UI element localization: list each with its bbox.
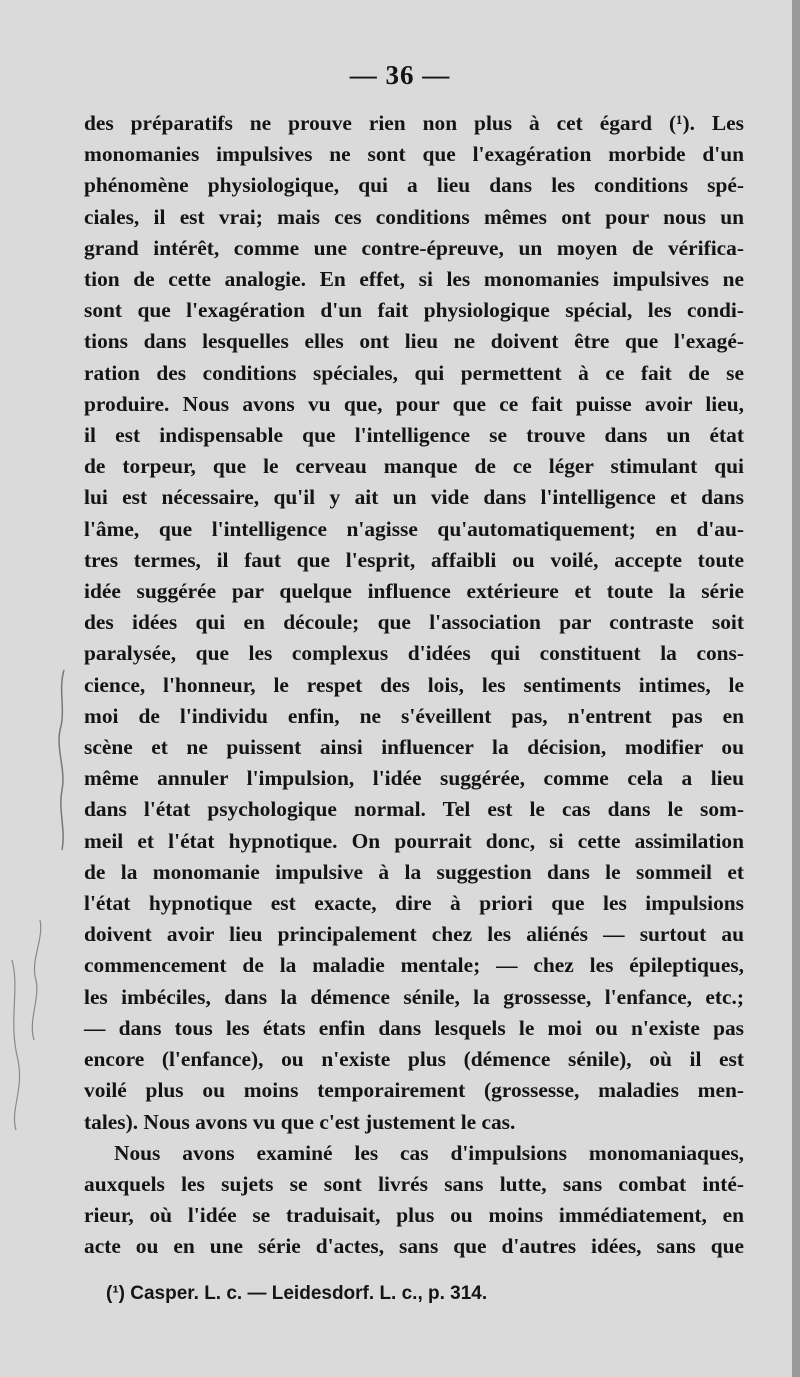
text-line: — dans tous les états enfin dans lesquels le moi ou n'existe pas	[84, 1015, 744, 1040]
text-line: acte ou en une série d'actes, sans que d'autres idées, sans que	[84, 1234, 744, 1259]
text-line: lui est nécessaire, qu'il y ait un vide dans l'intelligence et dans	[84, 485, 744, 510]
text-line: tres termes, il faut que l'esprit, affaibli ou voilé, accepte toute	[84, 547, 744, 572]
text-line: de torpeur, que le cerveau manque de ce léger stimulant qui	[84, 454, 744, 479]
text-line: sont que l'exagération d'un fait physiologique spécial, les condi-	[84, 298, 744, 323]
text-line: moi de l'individu enfin, ne s'éveillent pas, n'entrent pas en	[84, 703, 744, 728]
text-line: l'âme, que l'intelligence n'agisse qu'automatiquement; en d'au-	[84, 516, 744, 541]
text-line: rieur, où l'idée se traduisait, plus ou moins immédiatement, en	[84, 1203, 744, 1228]
margin-pencil-marks	[0, 660, 80, 1140]
text-line: grand intérêt, comme une contre-épreuve, un moyen de vérifica-	[84, 235, 744, 260]
text-line: tion de cette analogie. En effet, si les monomanies impulsives ne	[84, 267, 744, 292]
text-line: monomanies impulsives ne sont que l'exagération morbide d'un	[84, 142, 744, 167]
text-line: ration des conditions spéciales, qui permettent à ce fait de se	[84, 360, 744, 385]
text-line: des idées qui en découle; que l'association par contraste soit	[84, 610, 744, 635]
text-line: scène et ne puissent ainsi influencer la décision, modifier ou	[84, 735, 744, 760]
text-line: dans l'état psychologique normal. Tel est le cas dans le som-	[84, 797, 744, 822]
text-line: meil et l'état hypnotique. On pourrait donc, si cette assimilation	[84, 828, 744, 853]
text-line: tales). Nous avons vu que c'est justement le cas.	[84, 1109, 516, 1134]
text-line: encore (l'enfance), ou n'existe plus (démence sénile), où il est	[84, 1047, 744, 1072]
text-line: commencement de la maladie mentale; — chez les épileptiques,	[84, 953, 744, 978]
text-line: les imbéciles, dans la démence sénile, la grossesse, l'enfance, etc.;	[84, 984, 744, 1009]
text-line: auxquels les sujets se sont livrés sans lutte, sans combat inté-	[84, 1171, 744, 1196]
text-line: ciales, il est vrai; mais ces conditions mêmes ont pour nous un	[84, 204, 744, 229]
text-line: cience, l'honneur, le respet des lois, les sentiments intimes, le	[84, 672, 744, 697]
text-line: phénomène physiologique, qui a lieu dans les conditions spé-	[84, 173, 744, 198]
text-line: même annuler l'impulsion, l'idée suggérée, comme cela a lieu	[84, 766, 744, 791]
text-line: voilé plus ou moins temporairement (grossesse, maladies men-	[84, 1078, 744, 1103]
text-line: il est indispensable que l'intelligence se trouve dans un état	[84, 423, 744, 448]
text-line: des préparatifs ne prouve rien non plus à cet égard (¹). Les	[84, 111, 744, 135]
body-text	[84, 108, 744, 1263]
text-line: tions dans lesquelles elles ont lieu ne doivent être que l'exagé-	[84, 329, 744, 354]
text-line: de la monomanie impulsive à la suggestion dans le sommeil et	[84, 859, 744, 884]
text-line: doivent avoir lieu principalement chez les aliénés — surtout au	[84, 922, 744, 947]
text-line: produire. Nous avons vu que, pour que ce fait puisse avoir lieu,	[84, 391, 744, 416]
footnote: (¹) Casper. L. c. — Leidesdorf. L. c., p. 314.	[106, 1283, 488, 1304]
text-line: l'état hypnotique est exacte, dire à priori que les impulsions	[84, 891, 744, 916]
page-number: — 36 —	[349, 60, 451, 90]
text-line: idée suggérée par quelque influence extérieure et toute la série	[84, 579, 744, 604]
text-line: Nous avons examiné les cas d'impulsions monomaniaques,	[114, 1140, 744, 1165]
text-line: paralysée, que les complexus d'idées qui constituent la cons-	[84, 641, 744, 666]
